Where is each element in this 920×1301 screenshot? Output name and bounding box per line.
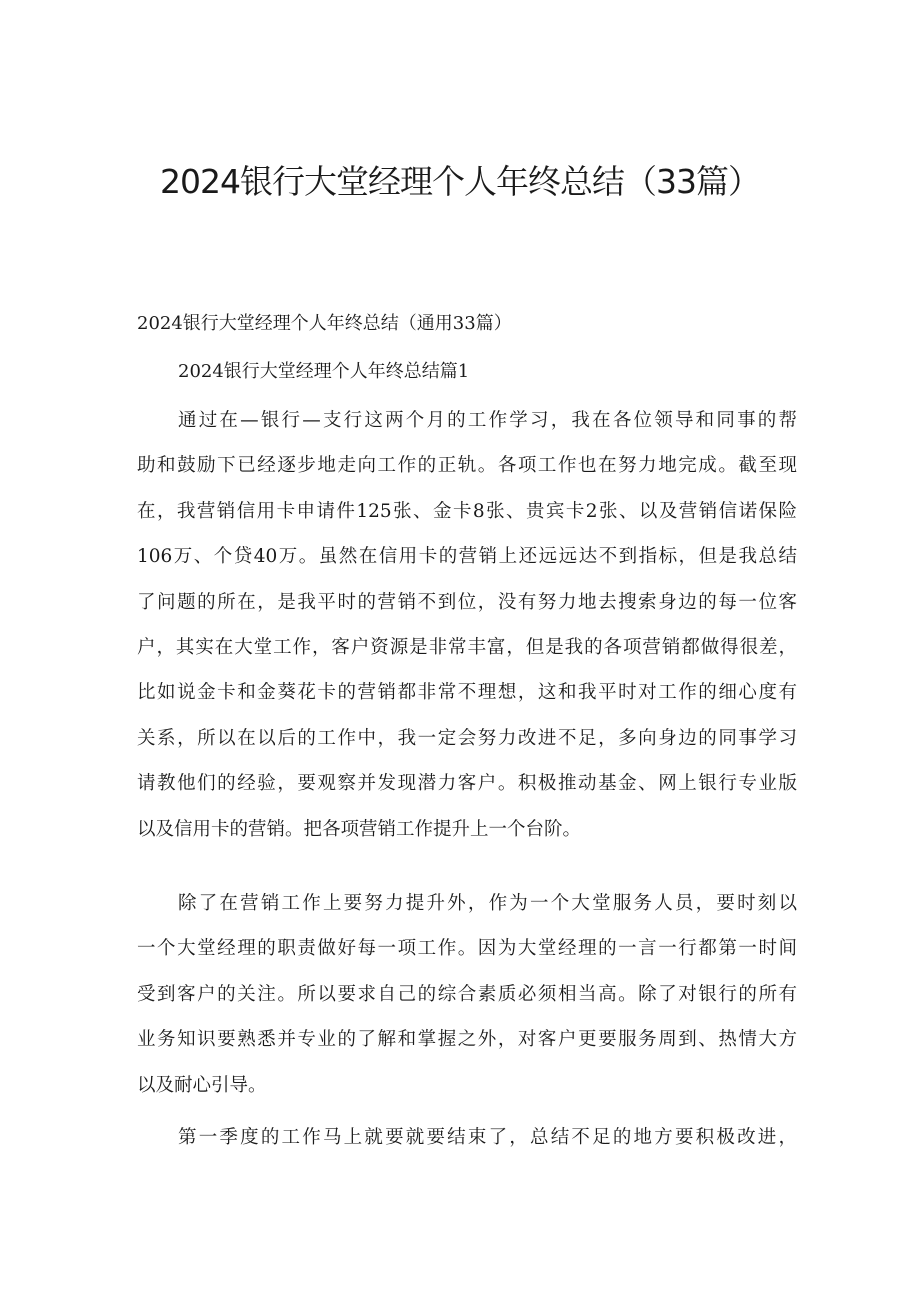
- paragraph-line: 请教他们的经验，要观察并发现潜力客户。积极推动基金、网上银行专业版: [137, 773, 797, 795]
- paragraph-line: 通过在—银行—支行这两个月的工作学习，我在各位领导和同事的帮: [178, 410, 797, 431]
- paragraph-line: 一个大堂经理的职责做好每一项工作。因为大堂经理的一言一行都第一时间: [137, 938, 797, 960]
- body-paragraph-1: [137, 398, 797, 852]
- paragraph-line: 以及信用卡的营销。把各项营销工作提升上一个台阶。: [137, 818, 582, 840]
- body-paragraph-3: [137, 1115, 797, 1160]
- paragraph-line: 除了在营销工作上要努力提升外，作为一个大堂服务人员，要时刻以: [178, 893, 797, 914]
- paragraph-line: 户，其实在大堂工作，客户资源是非常丰富，但是我的各项营销都做得很差，: [137, 636, 797, 658]
- paragraph-line: 助和鼓励下已经逐步地走向工作的正轨。各项工作也在努力地完成。截至现: [137, 455, 797, 477]
- document-subtitle: 2024银行大堂经理个人年终总结（通用33篇）: [137, 313, 512, 334]
- body-paragraph-2: [137, 881, 797, 1108]
- paragraph-line: 关系，所以在以后的工作中，我一定会努力改进不足，多向身边的同事学习: [137, 727, 797, 749]
- paragraph-line: 受到客户的关注。所以要求自己的综合素质必须相当高。除了对银行的所有: [137, 983, 797, 1005]
- paragraph-line: 了问题的所在，是我平时的营销不到位，没有努力地去搜索身边的每一位客: [137, 591, 797, 613]
- paragraph-line: 业务知识要熟悉并专业的了解和掌握之外，对客户更要服务周到、热情大方: [137, 1029, 797, 1051]
- paragraph-line: 在，我营销信用卡申请件125张、金卡8张、贵宾卡2张、以及营销信诺保险: [137, 500, 797, 522]
- paragraph-line: 比如说金卡和金葵花卡的营销都非常不理想，这和我平时对工作的细心度有: [137, 682, 797, 704]
- paragraph-line: 106万、个贷40万。虽然在信用卡的营销上还远远达不到指标，但是我总结: [137, 546, 797, 568]
- section-heading: 2024银行大堂经理个人年终总结篇1: [178, 361, 470, 382]
- document-title: 2024银行大堂经理个人年终总结（33篇）: [160, 162, 760, 201]
- paragraph-line: 以及耐心引导。: [137, 1074, 267, 1096]
- paragraph-line: 第一季度的工作马上就要就要结束了，总结不足的地方要积极改进，: [178, 1127, 797, 1148]
